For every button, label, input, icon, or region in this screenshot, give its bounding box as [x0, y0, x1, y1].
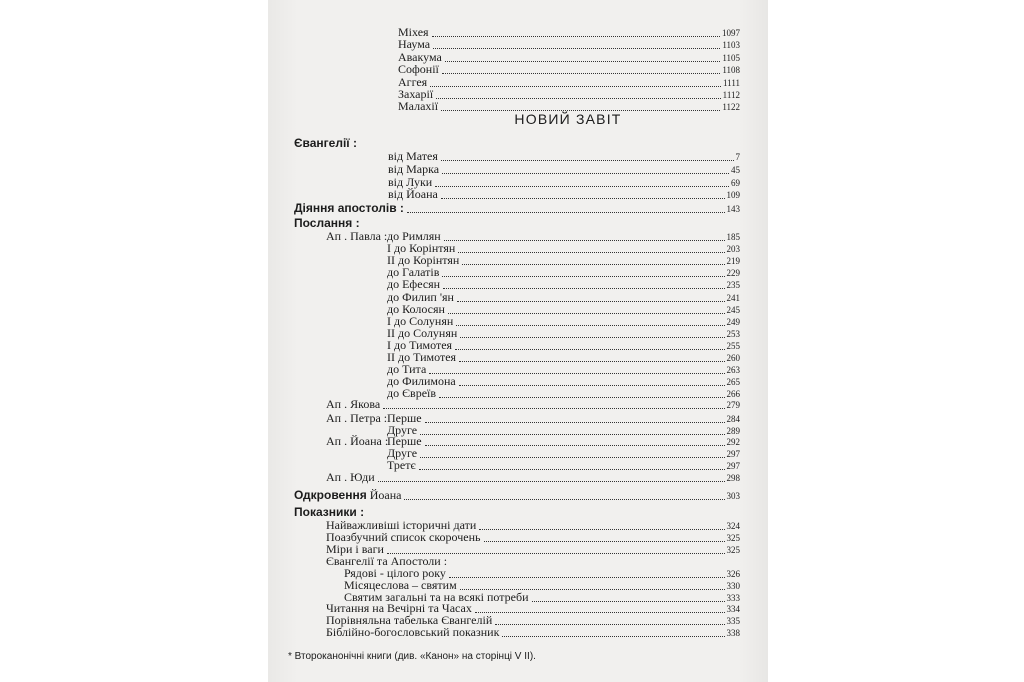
page-number: 185	[726, 232, 740, 242]
page-number: 279	[726, 400, 740, 410]
peter-prefix: Ап . Петра :	[326, 411, 388, 425]
entry-label: до Тита	[387, 362, 427, 377]
page-number: 338	[726, 627, 740, 638]
dot-leader	[441, 187, 725, 201]
page-number: 325	[726, 532, 740, 543]
gospels-apostles-heading: Євангелії та Апостоли :	[326, 554, 448, 568]
entry-label: Захарії	[398, 87, 434, 101]
page-number: 143	[726, 204, 740, 214]
entry-label: Міхея	[398, 25, 429, 39]
entry-label: до Филип 'ян	[387, 289, 454, 304]
entry-label: від Йоана	[388, 187, 438, 202]
paul-prefix: Ап . Павла :	[326, 229, 388, 243]
entry-label: Друге	[387, 445, 418, 460]
entry-label: Найважливіші історичні дати	[326, 518, 477, 532]
entry-label: до Ефесян	[387, 277, 441, 292]
page-number: 245	[726, 304, 740, 315]
john-prefix: Ап . Йоана :	[326, 434, 389, 448]
page-number: 266	[726, 389, 740, 400]
entry-label: Авакума	[398, 49, 442, 64]
entry-label: Святим загальні та на всякі потреби	[344, 589, 529, 604]
page-number: 1105	[722, 52, 740, 63]
entry-label: до Євреїв	[387, 386, 437, 401]
entry-label: Перше	[387, 434, 422, 448]
dot-leader	[378, 470, 725, 484]
acts-heading: Діяння апостолів :	[294, 201, 404, 215]
epistles-heading: Послання :	[294, 216, 360, 230]
dot-leader	[404, 488, 724, 502]
entry-label: Перше	[387, 411, 422, 425]
bleed-through-text	[418, 8, 421, 20]
entry-label: І до Солунян	[387, 313, 454, 328]
page-number: 1097	[722, 28, 740, 38]
entry-label: І до Корінтян	[387, 241, 456, 256]
book-page	[268, 0, 768, 682]
page-number: 325	[726, 544, 740, 555]
page-number: 326	[726, 569, 740, 579]
page-number: 109	[726, 190, 740, 201]
page-number: 69	[731, 177, 740, 188]
entry-label: до Галатів	[387, 265, 440, 280]
entry-label: від Луки	[388, 174, 433, 189]
toc-row-james	[326, 397, 740, 411]
entry-label: Поазбучний список скорочень	[326, 529, 481, 544]
entry-label: від Матея	[388, 149, 438, 163]
entry-label: Біблійно-богословський показник	[326, 624, 500, 639]
entry-label: Читання на Вечірні та Часах	[326, 601, 472, 615]
entry-label: ІІ до Корінтян	[387, 253, 460, 268]
page-number: 1103	[722, 40, 740, 51]
page-number: 1122	[722, 102, 740, 113]
page-number: 297	[726, 448, 740, 459]
page-number: 298	[726, 473, 740, 483]
entry-label: ІІ до Солунян	[387, 325, 458, 340]
indexes-heading: Показники :	[294, 505, 365, 519]
entry-label: Місяцеслова – святим	[344, 577, 457, 592]
page-number: 45	[731, 164, 740, 175]
page-number: 334	[726, 604, 740, 614]
page-number: 292	[726, 437, 740, 447]
page-number: 265	[726, 377, 740, 388]
entry-label: Софонії	[398, 62, 439, 77]
page-number: 229	[726, 268, 740, 279]
page-number: 284	[726, 414, 740, 424]
toc-row-revelation	[294, 488, 740, 502]
entry-label: Третє	[387, 457, 416, 472]
dot-leader	[502, 625, 724, 639]
entry-label: Ап . Юди	[326, 470, 375, 484]
revelation-bold: Одкровення	[294, 488, 367, 502]
page-number: 219	[726, 256, 740, 267]
new-testament-title: НОВИЙ ЗАВІТ	[514, 111, 622, 127]
page-number: 330	[726, 580, 740, 591]
footnote: * Второканонічні книги (див. «Канон» на сторінці V ІІ).	[288, 651, 536, 662]
page-number: 335	[726, 615, 740, 626]
dot-leader	[383, 397, 724, 411]
entry-label: Порівняльна табелька Євангелій	[326, 612, 493, 627]
entry-label	[294, 488, 402, 502]
page-number: 255	[726, 340, 740, 351]
page-number: 241	[726, 292, 740, 303]
entry-label: від Марка	[388, 161, 440, 176]
entry-label: до Колосян	[387, 301, 445, 316]
entry-label: Друге	[387, 422, 418, 437]
page-number: 1112	[722, 90, 740, 100]
entry-label: до Филимона	[387, 374, 456, 389]
entry-label: ІІ до Тимотея	[387, 350, 457, 364]
page-number: 253	[726, 328, 740, 339]
entry-label: до Римлян	[387, 229, 441, 243]
entry-label: І до Тимотея	[387, 337, 453, 352]
toc-row-jude	[326, 470, 740, 484]
page-number: 289	[726, 425, 740, 436]
dot-leader	[407, 201, 725, 215]
page-number: 260	[726, 353, 740, 363]
entry-label: Аггея	[398, 74, 428, 89]
page-number: 7	[735, 152, 740, 162]
entry-label: Рядові - цілого року	[344, 566, 446, 580]
gospels-heading: Євангелії :	[294, 136, 358, 150]
toc-row-acts	[294, 201, 740, 215]
revelation-label: Йоана	[369, 488, 402, 502]
entry-label: Малахії	[398, 99, 439, 114]
page-number: 1108	[722, 65, 740, 76]
entry-label: Ап . Якова	[326, 397, 381, 411]
page-number: 235	[726, 280, 740, 291]
entry-label: Міри і ваги	[326, 541, 384, 556]
entry-label: Наума	[398, 37, 431, 52]
page-number: 249	[726, 316, 740, 327]
page-number: 303	[726, 491, 740, 501]
page-number: 297	[726, 460, 740, 471]
page-number: 263	[726, 365, 740, 376]
toc-row	[326, 625, 740, 639]
page-number: 203	[726, 244, 740, 255]
page-number: 1111	[723, 77, 740, 88]
page-number: 333	[726, 592, 740, 603]
toc-row	[388, 187, 740, 201]
page-number: 324	[726, 521, 740, 531]
